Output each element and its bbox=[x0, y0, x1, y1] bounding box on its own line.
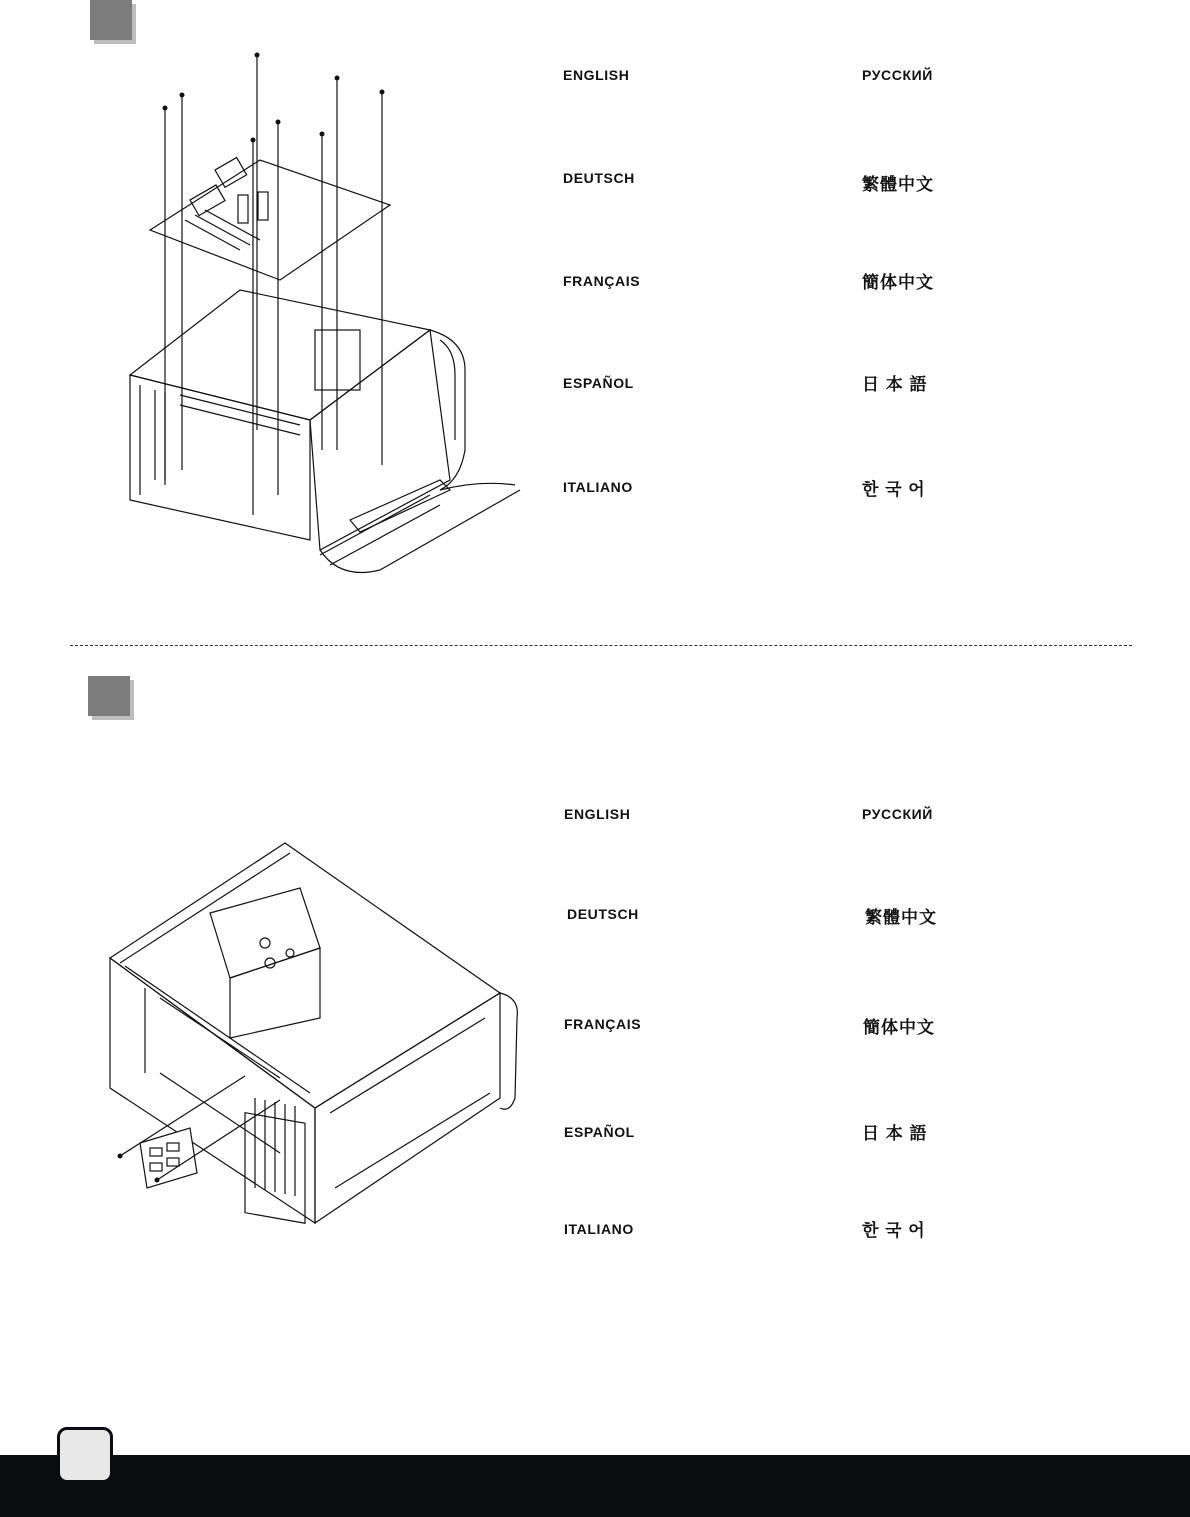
s1-lang-korean: 한 국 어 bbox=[862, 480, 926, 499]
footer-bar bbox=[0, 1455, 1190, 1517]
s2-lang-japanese: 日 本 語 bbox=[862, 1124, 928, 1143]
s2-lang-english: ENGLISH bbox=[564, 806, 631, 822]
s1-lang-italiano: ITALIANO bbox=[563, 479, 633, 495]
s2-lang-francais: FRANÇAIS bbox=[564, 1016, 642, 1032]
s1-lang-espanol: ESPAÑOL bbox=[563, 375, 634, 391]
page-number-badge bbox=[57, 1427, 113, 1483]
section-divider bbox=[70, 645, 1132, 646]
s2-lang-russian: РУССКИЙ bbox=[862, 806, 933, 822]
s2-lang-korean: 한 국 어 bbox=[862, 1221, 926, 1240]
s1-lang-english: ENGLISH bbox=[563, 67, 630, 83]
step-1-marker bbox=[90, 0, 132, 40]
s1-lang-russian: РУССКИЙ bbox=[862, 67, 933, 83]
s1-lang-japanese: 日 本 語 bbox=[862, 375, 928, 394]
s2-lang-espanol: ESPAÑOL bbox=[564, 1124, 635, 1140]
motherboard-installation-diagram bbox=[120, 40, 540, 590]
io-shield-installation-diagram bbox=[105, 838, 525, 1228]
s2-lang-deutsch: DEUTSCH bbox=[567, 906, 639, 922]
s2-lang-italiano: ITALIANO bbox=[564, 1221, 634, 1237]
s2-lang-simplified-chinese: 簡体中文 bbox=[863, 1018, 935, 1037]
step-2-marker bbox=[88, 676, 130, 716]
s1-lang-francais: FRANÇAIS bbox=[563, 273, 641, 289]
s1-lang-traditional-chinese: 繁體中文 bbox=[862, 175, 934, 194]
s2-lang-traditional-chinese: 繁體中文 bbox=[865, 908, 937, 927]
s1-lang-simplified-chinese: 簡体中文 bbox=[862, 273, 934, 292]
s1-lang-deutsch: DEUTSCH bbox=[563, 170, 635, 186]
